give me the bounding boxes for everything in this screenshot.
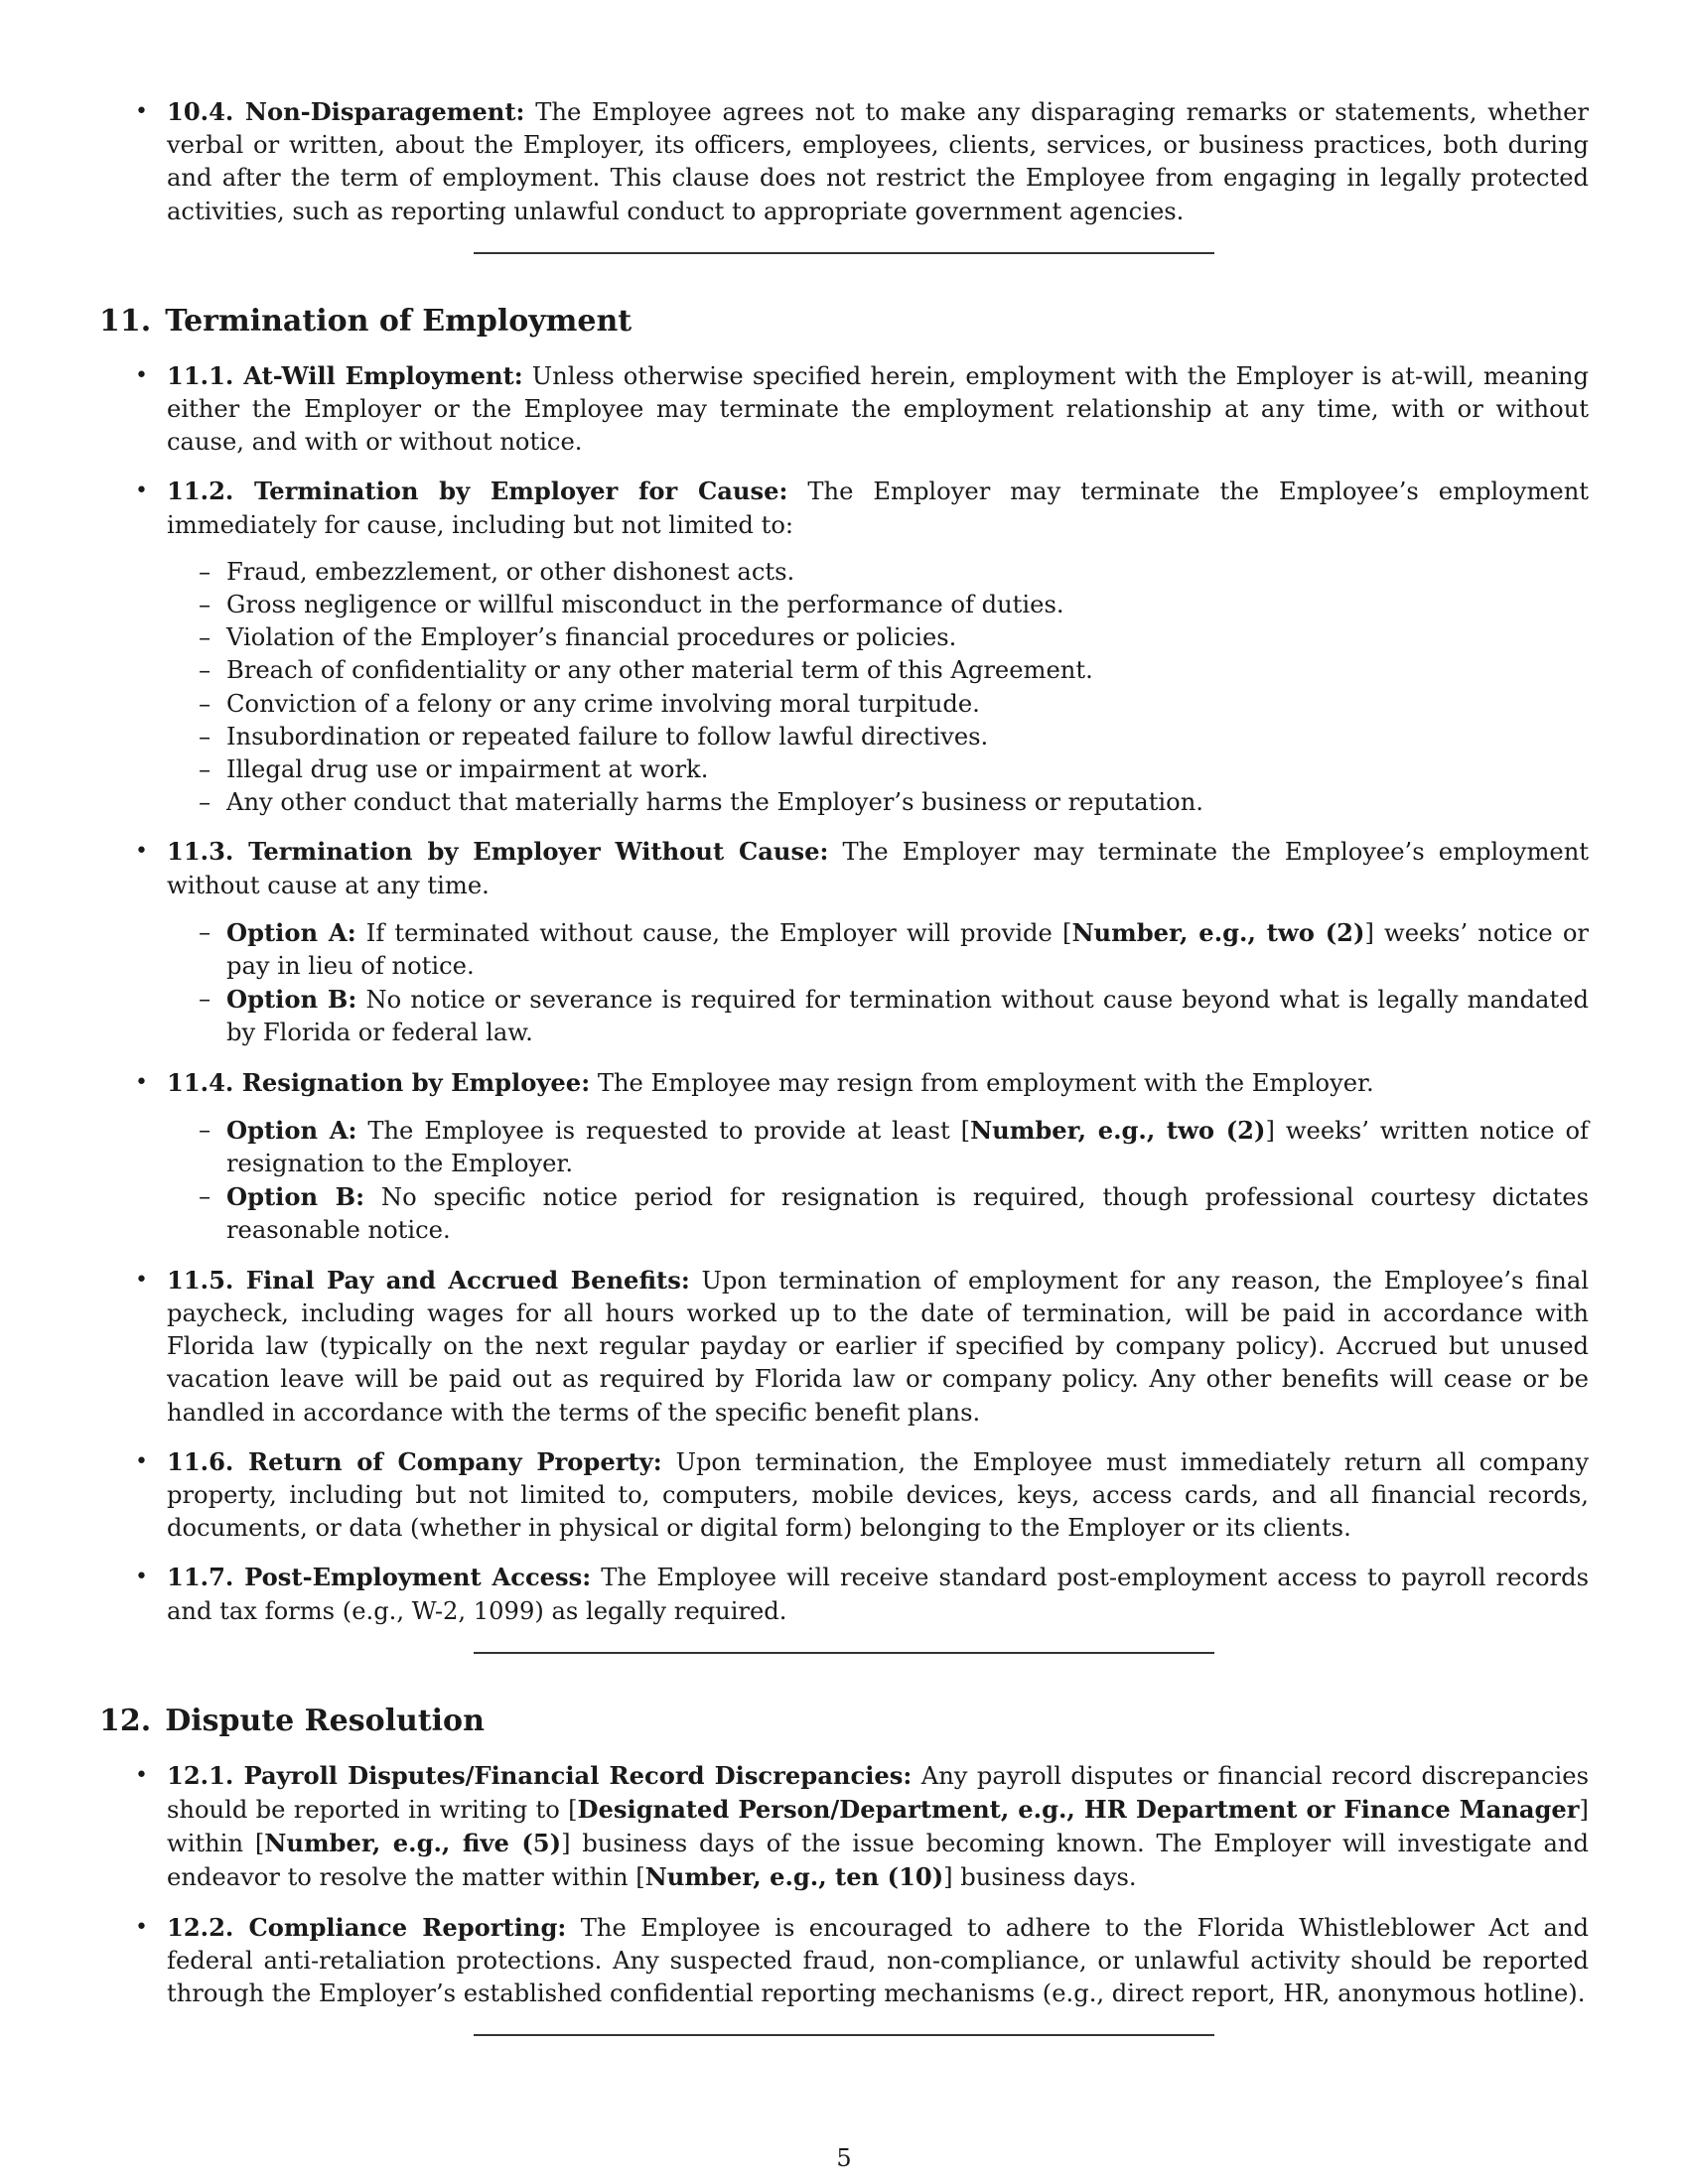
section-title: Dispute Resolution [165,1703,485,1738]
option-text: The Employee is requested to provide at least [ [356,1116,971,1145]
clause-11-7 [99,1561,1589,1627]
section-title: Termination of Employment [165,303,633,339]
option-label: Option A: [226,917,356,947]
clause-10-4 [99,95,1589,228]
bullet-icon: • [135,478,148,504]
document-page [99,95,1589,2036]
cause-list [167,556,1589,820]
section-divider [474,252,1214,254]
placeholder-text: Number, e.g., two (2) [1071,917,1365,947]
clause-text: ] within [ [167,1795,1589,1858]
cause-text: Insubordination or repeated failure to follow lawful directives. [226,722,989,751]
section-12-list [99,1759,1589,2010]
dash-icon: – [199,917,211,946]
clause-text: ] business days of the issue becoming known. The Employer will investigate and endeavor to resolve the matter within [ [167,1830,1589,1892]
clause-label: 12.1. Payroll Disputes/Financial Record Discrepancies: [167,1760,913,1790]
bullet-icon: • [135,1448,148,1474]
cause-item [167,721,1589,753]
option-text: ] weeks’ notice or pay in lieu of notice. [226,918,1589,981]
option-b [167,1180,1589,1247]
dash-icon: – [199,656,211,685]
clause-12-2 [99,1911,1589,2011]
section-divider [474,1652,1214,1654]
option-list [167,1114,1589,1248]
dash-icon: – [199,623,211,652]
bullet-icon: • [135,99,148,124]
clause-label: 11.6. Return of Company Property: [167,1446,662,1476]
clause-text: Unless otherwise specified herein, employment with the Employer is at-will, meaning either the Employer or the Employee may terminate the employment relationship at any time, with or without cause, and with or without notice. [167,361,1589,457]
dash-icon: – [199,1182,211,1211]
clause-11-1 [99,359,1589,460]
dash-icon: – [199,557,211,586]
clause-label: 11.2. Termination by Employer for Cause: [167,477,788,506]
bullet-icon: • [135,1762,148,1788]
cause-item [167,753,1589,786]
section-12-heading [99,1704,1589,1739]
option-text: ] weeks’ written notice of resignation to the Employer. [226,1116,1589,1178]
clause-12-1 [99,1759,1589,1895]
clause-11-5 [99,1264,1589,1430]
cause-item [167,654,1589,687]
bullet-icon: • [135,1069,148,1095]
clause-text: The Employer may terminate the Employee’s employment immediately for cause, including but not limited to: [167,478,1590,539]
cause-text: Gross negligence or willful misconduct in the performance of duties. [226,591,1064,619]
section-number: 11. [99,303,152,339]
option-text: No notice or severance is required for termination without cause beyond what is legally mandated by Florida or federal law. [226,986,1589,1047]
clause-text: The Employee will receive standard post-employment access to payroll records and tax forms (e.g., W-2, 1099) as legally required. [167,1564,1589,1625]
bullet-icon: • [135,839,148,865]
bullet-icon: • [135,1914,148,1940]
option-b [167,983,1589,1049]
dash-icon: – [199,755,211,784]
option-text: If terminated without cause, the Employer will provide [ [355,918,1072,947]
clause-label: 11.3. Termination by Employer Without Cause: [167,837,829,867]
clause-11-2 [99,475,1589,819]
cause-text: Violation of the Employer’s financial procedures or policies. [226,623,957,652]
clause-label: 11.7. Post-Employment Access: [167,1563,592,1592]
option-a [167,916,1589,983]
dash-icon: – [199,788,211,817]
dash-icon: – [199,591,211,619]
clause-11-6 [99,1445,1589,1546]
cause-item [167,786,1589,819]
cause-item [167,621,1589,654]
placeholder-text: Designated Person/Department, e.g., HR Department or Finance Manager [577,1794,1580,1824]
clause-label: 11.4. Resignation by Employee: [167,1067,591,1097]
clause-text: The Employee may resign from employment with the Employer. [590,1068,1374,1097]
bullet-icon: • [135,1565,148,1590]
dash-icon: – [199,985,211,1014]
clause-label: 11.1. At-Will Employment: [167,360,523,390]
clause-text: The Employee is encouraged to adhere to the Florida Whistleblower Act and federal anti-retaliation protections. Any suspected fraud, non-compliance, or unlawful activity should be reported through the Employer’s established confidential reporting mechanisms (e.g., direct report, HR, anonymous hotline). [167,1913,1589,2007]
clause-label: 12.2. Compliance Reporting: [167,1912,567,1942]
clause-text: The Employer may terminate the Employee’s employment without cause at any time. [167,838,1589,899]
option-a [167,1114,1589,1180]
cause-item [167,688,1589,721]
bullet-icon: • [135,1267,148,1293]
option-list [167,916,1589,1050]
cause-item [167,556,1589,589]
dash-icon: – [199,689,211,718]
clause-text: The Employee agrees not to make any disparaging remarks or statements, whether verbal or written, about the Employer, its officers, employees, clients, services, or business practices, both during and after the term of employment. This clause does not restrict the Employee from engaging in legally protected activities, such as reporting unlawful conduct to appropriate government agencies. [167,98,1589,225]
section-11-list [99,359,1589,1628]
dash-icon: – [199,722,211,751]
section-11-heading [99,304,1589,340]
clause-11-4 [99,1066,1589,1248]
clause-label: 11.5. Final Pay and Accrued Benefits: [167,1265,690,1295]
placeholder-text: Number, e.g., ten (10) [644,1862,944,1892]
page-number: 5 [836,2144,852,2172]
cause-text: Illegal drug use or impairment at work. [226,755,709,784]
placeholder-text: Number, e.g., two (2) [970,1115,1266,1145]
option-label: Option A: [226,1115,357,1145]
bullet-icon: • [135,362,148,388]
dash-icon: – [199,1115,211,1144]
clause-label: 10.4. Non-Disparagement: [167,97,525,126]
clause-11-3 [99,835,1589,1049]
cause-text: Breach of confidentiality or any other material term of this Agreement. [226,656,1093,685]
cause-text: Any other conduct that materially harms the Employer’s business or reputation. [226,788,1203,817]
clause-text: ] business days. [943,1863,1137,1892]
cause-text: Fraud, embezzlement, or other dishonest acts. [226,557,795,586]
option-text: No specific notice period for resignation is required, though professional courtesy dictates reasonable notice. [226,1183,1589,1245]
option-label: Option B: [226,985,357,1015]
section-number: 12. [99,1703,152,1738]
cause-item [167,589,1589,621]
clause-text: Upon termination, the Employee must immediately return all company property, including but not limited to, computers, mobile devices, keys, access cards, and all financial records, documents, or data (whether in physical or digital form) belonging to the Employer or its clients. [167,1447,1589,1543]
option-label: Option B: [226,1182,365,1212]
section-divider [474,2034,1214,2036]
section-10-list [99,95,1589,228]
clause-text: Any payroll disputes or financial record discrepancies should be reported in writing to [ [167,1761,1589,1824]
clause-text: Upon termination of employment for any reason, the Employee’s final paycheck, including wages for all hours worked up to the date of termination, will be paid in accordance with Florida law (typically on the next regular payday or earlier if specified by company policy). Accrued but unused vacation leave will be paid out as required by Florida law or company policy. Any other benefits will cease or be handled in accordance with the terms of the specific benefit plans. [167,1266,1589,1427]
placeholder-text: Number, e.g., five (5) [264,1829,562,1858]
cause-text: Conviction of a felony or any crime involving moral turpitude. [226,689,980,718]
